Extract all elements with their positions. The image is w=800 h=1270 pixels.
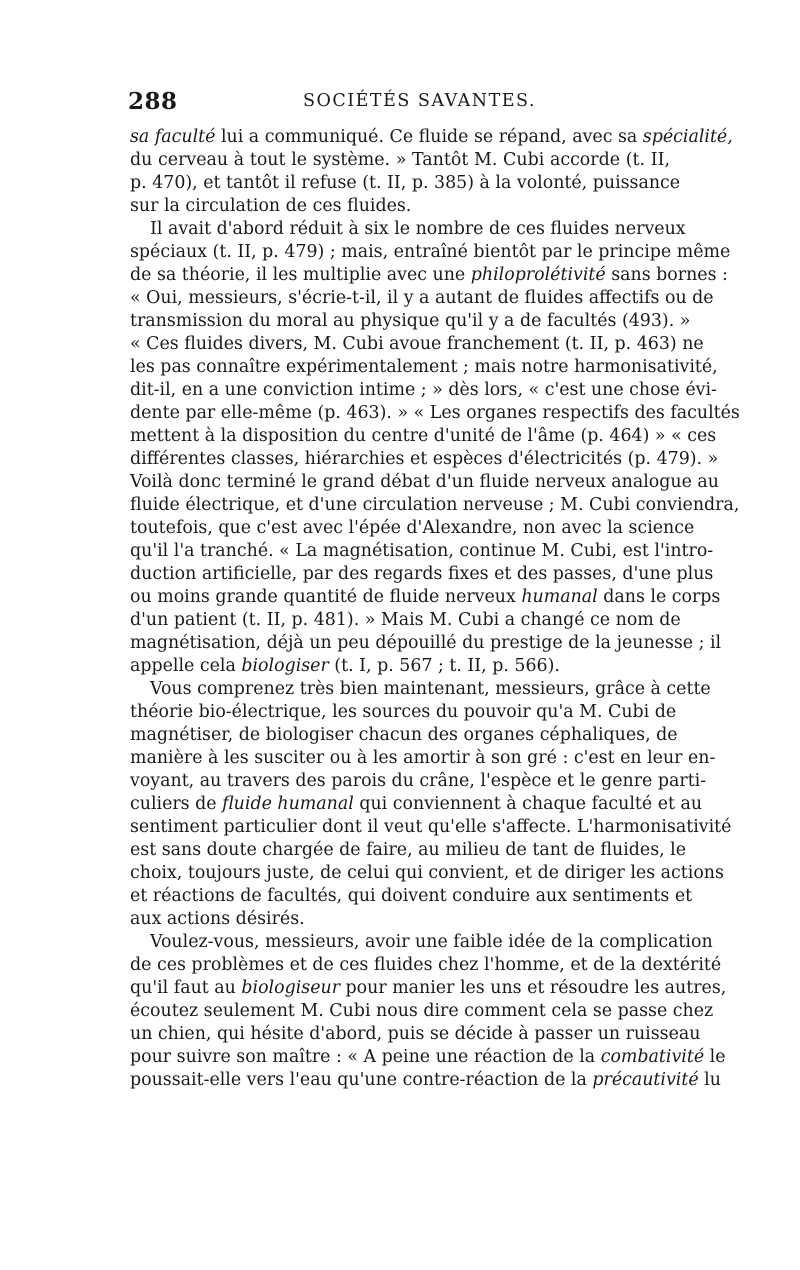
text-run: qui conviennent à chaque faculté et au [353,794,703,814]
text-run: poussait-elle vers l'eau qu'une contre-réaction de la [130,1070,593,1090]
text-line [130,379,717,402]
text-run: choix, toujours juste, de celui qui convient, et de diriger les actions [130,863,724,883]
text-line [130,839,687,862]
text-line [130,609,681,632]
text-run: culiers de [130,794,223,814]
text-line [130,724,678,747]
text-run: transmission du moral au physique qu'il y a de facultés (493). » [130,311,691,331]
italic-text: humanal [521,587,598,607]
text-run: qu'il faut au [130,978,242,998]
italic-text: biologiser [241,656,329,676]
text-run: ou moins grande quantité de fluide nerveux [130,587,522,607]
running-head: SOCIÉTÉS SAVANTES. [303,91,536,111]
text-run: du cerveau à tout le système. » Tantôt M. Cubi accorde (t. II, [130,150,670,170]
text-line [130,770,707,793]
text-run: voyant, au travers des parois du crâne, l'espèce et le genre parti- [130,771,707,791]
text-line [130,586,721,609]
text-line [130,793,703,816]
text-run: Voulez-vous, messieurs, avoir une faible idée de la complication [150,932,713,952]
text-run: Il avait d'abord réduit à six le nombre de ces fluides nerveux [150,219,686,239]
text-line [130,1023,701,1046]
italic-text: sa faculté [130,127,216,147]
page-header [128,88,671,118]
text-run: pour suivre son maître : « A peine une réaction de la [130,1047,601,1067]
text-run: dente par elle-même (p. 463). » « Les organes respectifs des facultés [130,403,740,423]
text-run: fluide électrique, et d'une circulation nerveuse ; M. Cubi conviendra, [130,495,740,515]
italic-text: précautivité [592,1070,699,1090]
text-line [130,1046,726,1069]
text-line [130,563,714,586]
text-line [130,471,719,494]
text-line [130,540,714,563]
text-line [130,655,670,678]
text-run: Vous comprenez très bien maintenant, messieurs, grâce à cette [150,679,711,699]
text-run: lu [698,1070,721,1090]
text-line [130,816,732,839]
text-line [130,678,711,701]
text-run: magnétiser, de biologiser chacun des organes céphaliques, de [130,725,678,745]
text-line [130,264,728,287]
text-run: les pas connaître expérimentalement ; mais notre harmonisativité, [130,357,718,377]
text-run: appelle cela [130,656,242,676]
text-line [130,862,724,885]
text-line [130,448,719,471]
text-line [130,1000,714,1023]
text-run: un chien, qui hésite d'abord, puis se décide à passer un ruisseau [130,1024,701,1044]
text-line [130,126,733,149]
text-run: qu'il l'a tranché. « La magnétisation, continue M. Cubi, est l'intro- [130,541,714,561]
text-line [130,172,681,195]
text-line [130,218,686,241]
text-run: Voilà donc terminé le grand débat d'un fluide nerveux analogue au [130,472,719,492]
text-line [130,908,670,931]
text-line [130,402,740,425]
text-line [130,425,717,448]
text-run: différentes classes, hiérarchies et espèces d'électricités (p. 479). » [130,449,719,469]
text-line [130,701,677,724]
body-text [130,126,740,1092]
text-run: duction artificielle, par des regards fixes et des passes, d'une plus [130,564,714,584]
text-run: (t. I, p. 567 ; t. II, p. 566). [328,656,560,676]
text-run: sans bornes : [605,265,728,285]
text-line [130,195,670,218]
page-number: 288 [128,88,178,115]
text-run: manière à les susciter ou à les amortir à son gré : c'est en leur en- [130,748,716,768]
text-run: magnétisation, déjà un peu dépouillé du prestige de la jeunesse ; il [130,633,722,653]
italic-text: fluide humanal [222,794,354,814]
text-line [130,885,693,908]
text-run: « Ces fluides divers, M. Cubi avoue franchement (t. II, p. 463) ne [130,334,704,354]
text-run: aux actions désirés. [130,909,305,929]
text-run: p. 470), et tantôt il refuse (t. II, p. 385) à la volonté, puissance [130,173,681,193]
text-line [130,333,704,356]
text-run: mettent à la disposition du centre d'unité de l'âme (p. 464) » « ces [130,426,717,446]
text-line [130,149,670,172]
text-run: dans le corps [597,587,721,607]
text-run: de sa théorie, il les multiplie avec une [130,265,471,285]
text-line [130,241,731,264]
text-line [130,494,740,517]
text-run: lui a communiqué. Ce fluide se répand, avec sa [215,127,643,147]
text-run: sentiment particulier dont il veut qu'elle s'affecte. L'harmonisativité [130,817,732,837]
italic-text: biologiseur [241,978,341,998]
text-run: est sans doute chargée de faire, au milieu de tant de fluides, le [130,840,687,860]
text-line [130,977,727,1000]
text-run: « Oui, messieurs, s'écrie-t-il, il y a autant de fluides affectifs ou de [130,288,714,308]
text-run: sur la circulation de ces fluides. [130,196,412,216]
text-run: écoutez seulement M. Cubi nous dire comment cela se passe chez [130,1001,714,1021]
text-run: spéciaux (t. II, p. 479) ; mais, entraîné bientôt par le principe même [130,242,731,262]
text-run: pour manier les uns et résoudre les autres, [340,978,727,998]
text-line [130,954,722,977]
text-line [130,287,714,310]
italic-text: combativité [600,1047,705,1067]
text-line [130,517,695,540]
text-line [130,747,716,770]
text-run: de ces problèmes et de ces fluides chez l'homme, et de la dextérité [130,955,722,975]
italic-text: philoprolétivité [470,265,606,285]
text-run: d'un patient (t. II, p. 481). » Mais M. Cubi a changé ce nom de [130,610,681,630]
text-run: le [704,1047,726,1067]
text-run: et réactions de facultés, qui doivent conduire aux sentiments et [130,886,693,906]
text-run: toutefois, que c'est avec l'épée d'Alexandre, non avec la science [130,518,695,538]
text-line [130,356,718,379]
text-run: théorie bio-électrique, les sources du pouvoir qu'a M. Cubi de [130,702,677,722]
text-run: dit-il, en a une conviction intime ; » dès lors, « c'est une chose évi- [130,380,717,400]
italic-text: spécialité, [642,127,733,147]
text-line [130,632,722,655]
text-line [130,931,713,954]
text-line [130,1069,721,1092]
text-line [130,310,691,333]
